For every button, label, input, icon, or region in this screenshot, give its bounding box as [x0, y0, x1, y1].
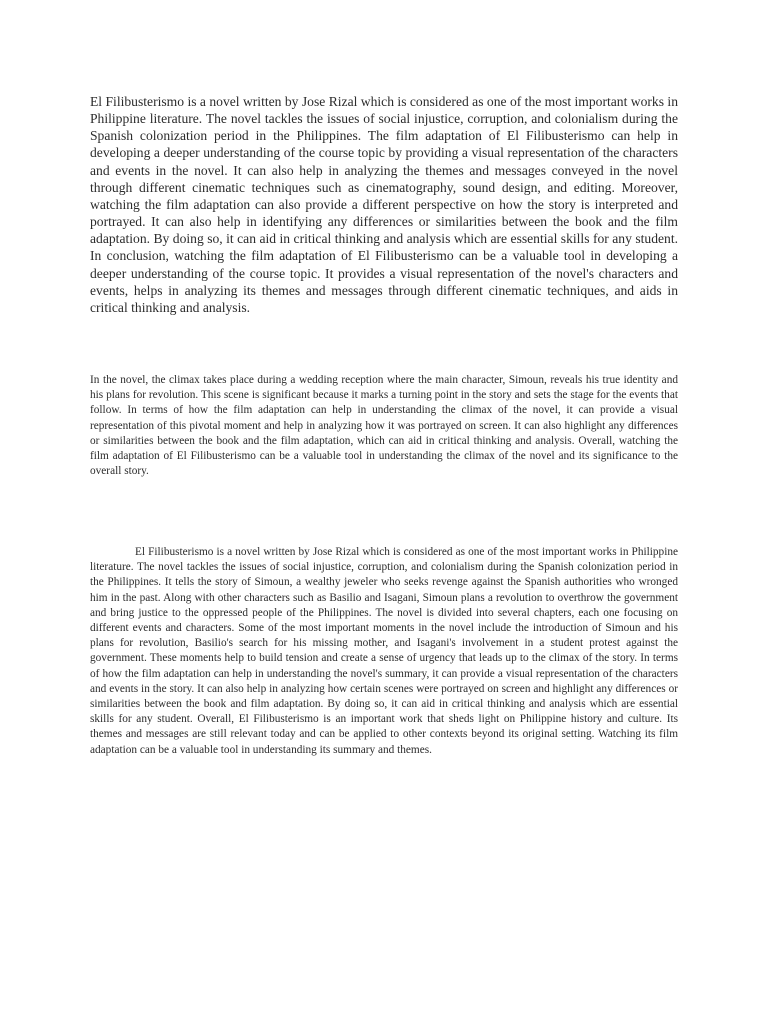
paragraph-climax: In the novel, the climax takes place during a wedding reception where the main character, Simoun, reveals his true identity and his plans for revolution. This scene is significant because it marks a turning point in the story and sets the stage for the events that follow. In terms of how the film adaptation can help in understanding the climax of the novel, it can provide a visual representation of this pivotal moment and help in analyzing how it was portrayed on screen. It can also highlight any differences or similarities between the book and the film adaptation, which can aid in critical thinking and analysis. Overall, watching the film adaptation of El Filibusterismo can be a valuable tool in understanding the climax of the novel and its significance to the overall story. — [90, 374, 678, 478]
paragraph-summary: El Filibusterismo is a novel written by Jose Rizal which is considered as one of the most important works in Philippine literature. The novel tackles the issues of social injustice, corruption, and colonialism during the Spanish colonization period in the Philippines. It tells the story of Simoun, a wealthy jeweler who seeks revenge against the Spanish authorities who wronged him in the past. Along with other characters such as Basilio and Isagani, Simoun plans a revolution to overthrow the government and bring justice to the oppressed people of the Philippines. The novel is divided into several chapters, each one focusing on different events and characters. Some of the most important moments in the novel include the introduction of Simoun and his plans for revolution, Basilio's search for his missing mother, and Isagani's involvement in a student protest against the government. These moments help to build tension and create a sense of urgency that leads up to the climax of the story. In terms of how the film adaptation can help in understanding the novel's summary, it can provide a visual representation of the characters and events in the story. It can also help in analyzing how certain scenes were portrayed on screen and highlight any differences or similarities between the book and film adaptation. By doing so, it can aid in critical thinking and analysis which are essential skills for any student. Overall, El Filibusterismo is an important work that sheds light on Philippine history and culture. Its themes and messages are still relevant today and can be applied to other contexts beyond its original setting. Watching its film adaptation can be a valuable tool in understanding its summary and themes. — [90, 546, 678, 756]
paragraph-film-adaptation-overview: El Filibusterismo is a novel written by Jose Rizal which is considered as one of the most important works in Philippine literature. The novel tackles the issues of social injustice, corruption, and colonialism during the Spanish colonization period in the Philippines. The film adaptation of El Filibusterismo can help in developing a deeper understanding of the course topic by providing a visual representation of the characters and events in the novel. It can also help in analyzing the themes and messages conveyed in the novel through different cinematic techniques such as cinematography, sound design, and editing. Moreover, watching the film adaptation can also provide a different perspective on how the story is interpreted and portrayed. It can also help in identifying any differences or similarities between the book and the film adaptation. By doing so, it can aid in critical thinking and analysis which are essential skills for any student. In conclusion, watching the film adaptation of El Filibusterismo can be a valuable tool in developing a deeper understanding of the course topic. It provides a visual representation of the novel's characters and events, helps in analyzing its themes and messages through different cinematic techniques, and aids in critical thinking and analysis. — [90, 94, 678, 315]
